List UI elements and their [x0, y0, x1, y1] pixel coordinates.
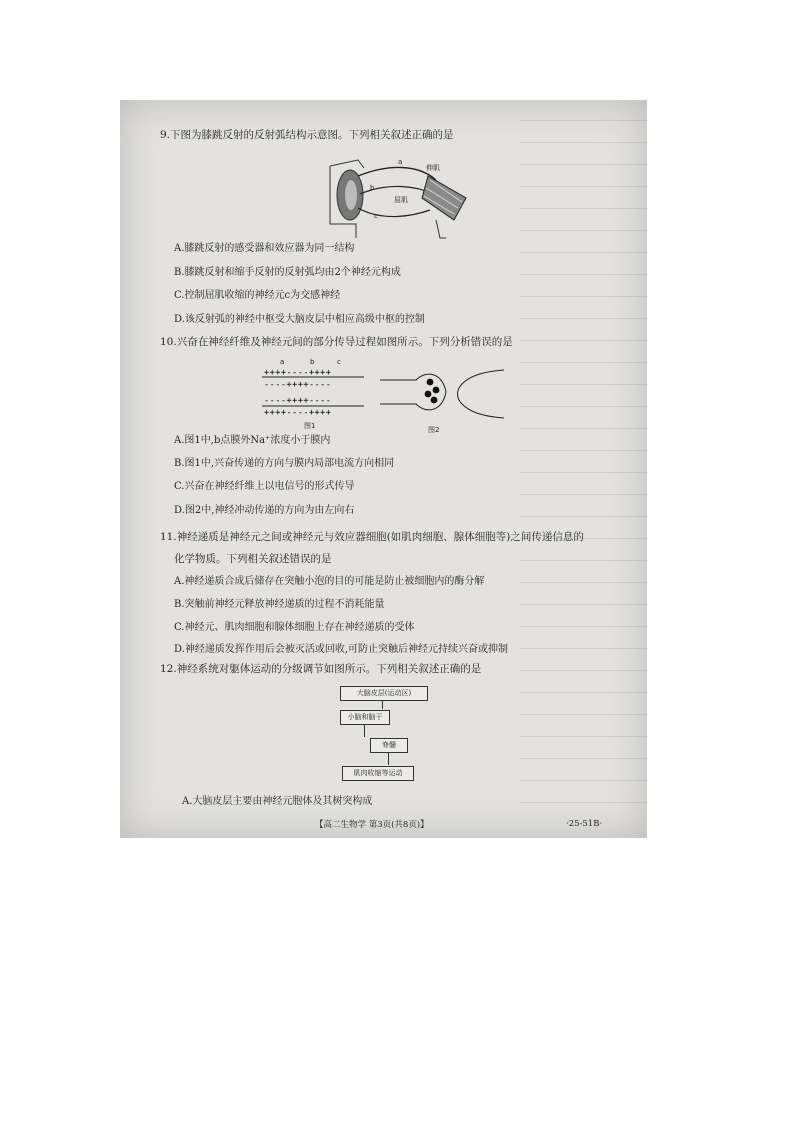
bleed-through-texture: [520, 120, 647, 820]
point-b: b: [310, 358, 315, 366]
label-a: a: [398, 158, 403, 166]
q12-option-a: A.大脑皮层主要由神经元胞体及其树突构成: [182, 796, 373, 807]
vesicle: [431, 397, 438, 404]
q12-stem: 12.神经系统对躯体运动的分级调节如图所示。下列相关叙述正确的是: [160, 663, 482, 675]
fig1-row-2: ----++++----: [264, 380, 332, 390]
flow-box-spinal-cord: 脊髓: [370, 738, 408, 753]
q9-option-c: C.控制屈肌收缩的神经元c为交感神经: [174, 290, 341, 301]
fig1-row-3: ----++++----: [264, 396, 332, 406]
reflex-arc-diagram: [318, 150, 468, 240]
q10-stem: 10.兴奋在神经纤维及神经元间的部分传导过程如图所示。下列分析错误的是: [160, 336, 513, 348]
point-a: a: [280, 358, 285, 366]
vesicle: [425, 391, 432, 398]
label-flexor: 屈肌: [394, 196, 408, 204]
fig1-row-1: ++++----++++: [264, 368, 332, 378]
q9-option-d: D.该反射弧的神经中枢受大脑皮层中相应高级中枢的控制: [174, 314, 425, 325]
flow-box-cerebellum-brainstem: 小脑和脑干: [340, 710, 390, 725]
flow-box-muscle-contraction: 肌肉收缩等运动: [342, 766, 414, 781]
q10-option-c: C.兴奋在神经纤维上以电信号的形式传导: [174, 481, 355, 492]
fig2-caption: 图2: [428, 426, 440, 434]
fig1-caption: 图1: [304, 422, 316, 430]
efferent-nerve-c: [358, 208, 430, 217]
label-extensor: 伸肌: [426, 164, 440, 172]
label-c: c: [374, 212, 378, 220]
postsynaptic-membrane: [458, 370, 505, 418]
vesicle: [433, 387, 440, 394]
q9-stem: 9.下图为膝跳反射的反射弧结构示意图。下列相关叙述正确的是: [160, 129, 454, 141]
flow-arrow: [388, 753, 389, 765]
q10-option-a: A.图1中,b点膜外Na⁺浓度小于膜内: [174, 435, 331, 446]
q10-option-b: B.图1中,兴奋传递的方向与膜内局部电流方向相同: [174, 458, 395, 469]
q9-option-a: A.膝跳反射的感受器和效应器为同一结构: [174, 243, 355, 254]
page-footer-code: ·25-51B·: [566, 819, 603, 829]
q9-option-b: B.膝跳反射和缩手反射的反射弧均由2个神经元构成: [174, 267, 401, 278]
afferent-nerve-a: [358, 167, 436, 180]
q11-option-c: C.神经元、肌肉细胞和腺体细胞上存在神经递质的受体: [174, 622, 415, 633]
spinal-top: [330, 160, 364, 168]
q11-stem-line-2: 化学物质。下列相关叙述错误的是: [174, 553, 332, 565]
leg-outline: [436, 220, 446, 238]
exam-page: [120, 100, 647, 838]
fig1-row-4: ++++----++++: [264, 408, 332, 418]
q11-stem-line-1: 11.神经递质是神经元之间或神经元与效应器细胞(如肌肉细胞、腺体细胞等)之间传递信息的: [160, 531, 584, 543]
figure-2-synapse: [378, 362, 508, 434]
label-b: b: [370, 184, 375, 192]
point-c: c: [337, 358, 341, 366]
q11-option-b: B.突触前神经元释放神经递质的过程不消耗能量: [174, 599, 385, 610]
q11-option-a: A.神经递质合成后储存在突触小泡的目的可能是防止被细胞内的酶分解: [174, 576, 485, 587]
page-footer-title: 【高二生物学 第3页(共8页)】: [315, 820, 429, 830]
figure-1-nerve-fiber: [260, 356, 370, 430]
vesicle: [427, 379, 434, 386]
gray-matter: [345, 180, 357, 210]
muscle-bundle: [422, 176, 466, 220]
flow-box-cerebral-cortex: 大脑皮层(运动区): [340, 686, 428, 701]
q10-option-d: D.图2中,神经冲动传递的方向为由左向右: [174, 505, 355, 516]
flow-arrow: [364, 725, 365, 737]
q11-option-d: D.神经递质发挥作用后会被灭活或回收,可防止突触后神经元持续兴奋或抑制: [174, 644, 509, 655]
flow-arrow: [382, 701, 383, 709]
